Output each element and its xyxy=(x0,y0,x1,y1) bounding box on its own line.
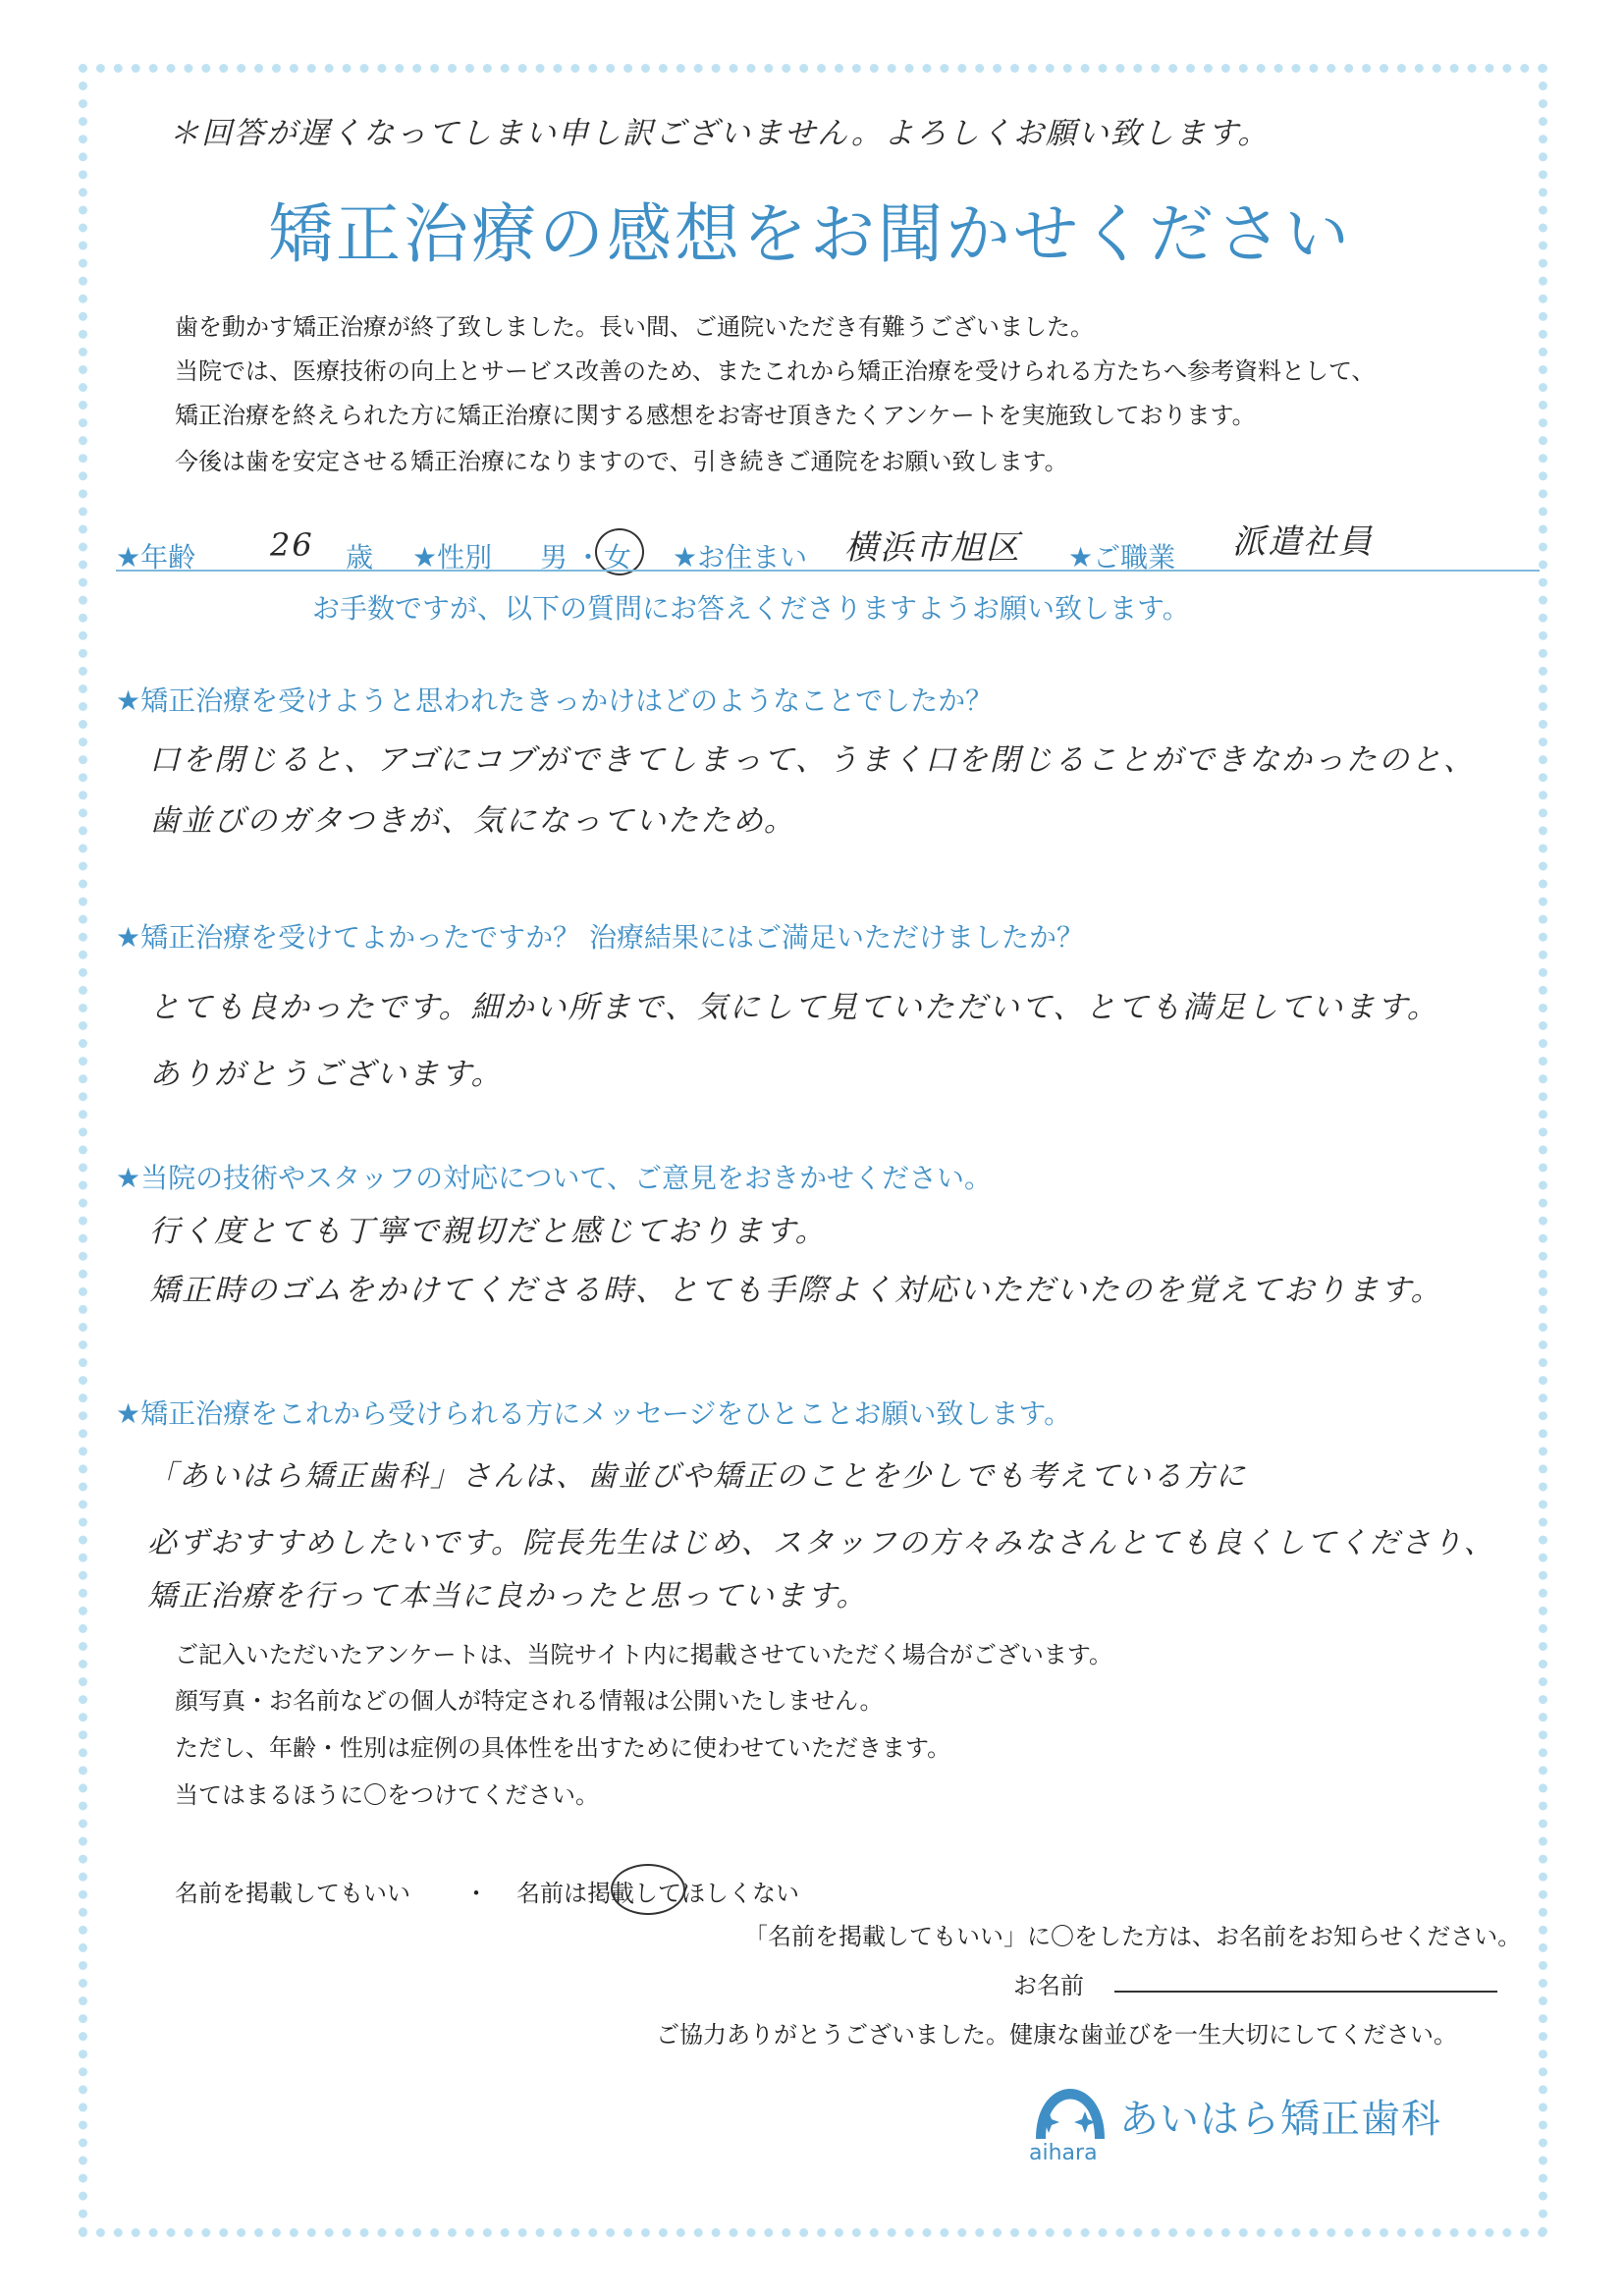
answer-3-line-1: 行く度とても丁寧で親切だと感じております。 xyxy=(149,1214,828,1249)
address-label: ★お住まい xyxy=(673,541,808,574)
answer-4-line-2: 必ずおすすめしたいです。院長先生はじめ、スタッフの方々みなさんとても良くしてくださり、 xyxy=(147,1526,1495,1560)
note-line-1: ご記入いただいたアンケートは、当院サイト内に掲載させていただく場合がございます。 xyxy=(175,1641,1112,1668)
question-1: ★矯正治療を受けようと思われたきっかけはどのようなことでしたか？ xyxy=(116,684,994,717)
note-line-2: 顔写真・お名前などの個人が特定される情報は公開いたしません。 xyxy=(175,1687,884,1715)
intro-line-4: 今後は歯を安定させる矯正治療になりますので、引き続きご通院をお願い致します。 xyxy=(175,448,1068,475)
clinic-logo-sub: aihara xyxy=(1029,2141,1098,2165)
consent-circle-mark xyxy=(611,1864,685,1915)
job-label: ★ご職業 xyxy=(1068,541,1176,574)
question-2: ★矯正治療を受けてよかったですか？ 治療結果にはご満足いただけましたか？ xyxy=(116,921,1085,954)
age-unit: 歳 xyxy=(346,541,374,574)
sex-female: 女 xyxy=(604,541,632,574)
dotted-border xyxy=(79,64,1547,2237)
request-text: お手数ですが、以下の質問にお答えくださりますようお願い致します。 xyxy=(312,592,1190,625)
sex-dot: ・ xyxy=(574,541,603,574)
answer-2-line-2: ありがとうございます。 xyxy=(149,1057,504,1092)
answer-1-line-2: 歯並びのガタつきが、気になっていたため。 xyxy=(149,803,796,839)
sex-label: ★性別 xyxy=(412,541,493,574)
clinic-logo-name: あいはら矯正歯科 xyxy=(1119,2097,1441,2142)
intro-line-2: 当院では、医療技術の向上とサービス改善のため、またこれから矯正治療を受けられる方たちへ参考資料として、 xyxy=(175,357,1376,385)
intro-line-3: 矯正治療を終えられた方に矯正治療に関する感想をお寄せ頂きたくアンケートを実施致しております。 xyxy=(175,402,1256,429)
question-4: ★矯正治療をこれから受けられる方にメッセージをひとことお願い致します。 xyxy=(116,1397,1072,1430)
consent-option-yes[interactable]: 名前を掲載してもいい xyxy=(175,1880,410,1907)
handwritten-note: ＊回答が遅くなってしまい申し訳ございません。よろしくお願い致します。 xyxy=(169,116,1271,151)
answer-3-line-2: 矯正時のゴムをかけてくださる時、とても手際よく対応いただいたのを覚えております。 xyxy=(149,1273,1443,1308)
arch-sparkle-icon xyxy=(1026,2062,1114,2143)
page-title: 矯正治療の感想をお聞かせください xyxy=(268,196,1352,272)
info-underline xyxy=(116,570,1540,572)
name-field-line[interactable] xyxy=(1114,1991,1497,1993)
note-line-3: ただし、年齢・性別は症例の具体性を出すために使わせていただきます。 xyxy=(175,1734,951,1762)
age-label: ★年齢 xyxy=(116,541,196,574)
question-3: ★当院の技術やスタッフの対応について、ご意見をおきかせください。 xyxy=(116,1162,992,1194)
consent-option-no[interactable]: 名前は掲載してほしくない xyxy=(516,1880,799,1907)
thanks-text: ご協力ありがとうございました。健康な歯並びを一生大切にしてください。 xyxy=(656,2021,1457,2049)
age-value: 26 xyxy=(270,526,314,564)
name-label: お名前 xyxy=(1013,1972,1084,1999)
note-line-4: 当てはまるほうに〇をつけてください。 xyxy=(175,1781,599,1809)
sex-male: 男 xyxy=(540,541,568,574)
answer-4-line-3: 矯正治療を行って本当に良かったと思っています。 xyxy=(147,1579,868,1613)
answer-4-line-1: 「あいはら矯正歯科」さんは、歯並びや矯正のことを少しでも考えている方に xyxy=(147,1459,1247,1494)
female-circle-mark xyxy=(595,528,644,575)
answer-1-line-1: 口を閉じると、アゴにコブができてしまって、うまく口を閉じることができなかったのと、 xyxy=(149,742,1476,778)
name-request: 「名前を掲載してもいい」に〇をした方は、お名前をお知らせください。 xyxy=(744,1923,1522,1950)
intro-line-1: 歯を動かす矯正治療が終了致しました。長い間、ご通院いただき有難うございました。 xyxy=(175,313,1094,341)
consent-separator: ・ xyxy=(464,1880,488,1907)
answer-2-line-1: とても良かったです。細かい所まで、気にして見ていただいて、とても満足しています。 xyxy=(149,990,1439,1025)
job-value: 派遣社員 xyxy=(1232,522,1374,562)
address-value: 横浜市旭区 xyxy=(844,528,1021,568)
